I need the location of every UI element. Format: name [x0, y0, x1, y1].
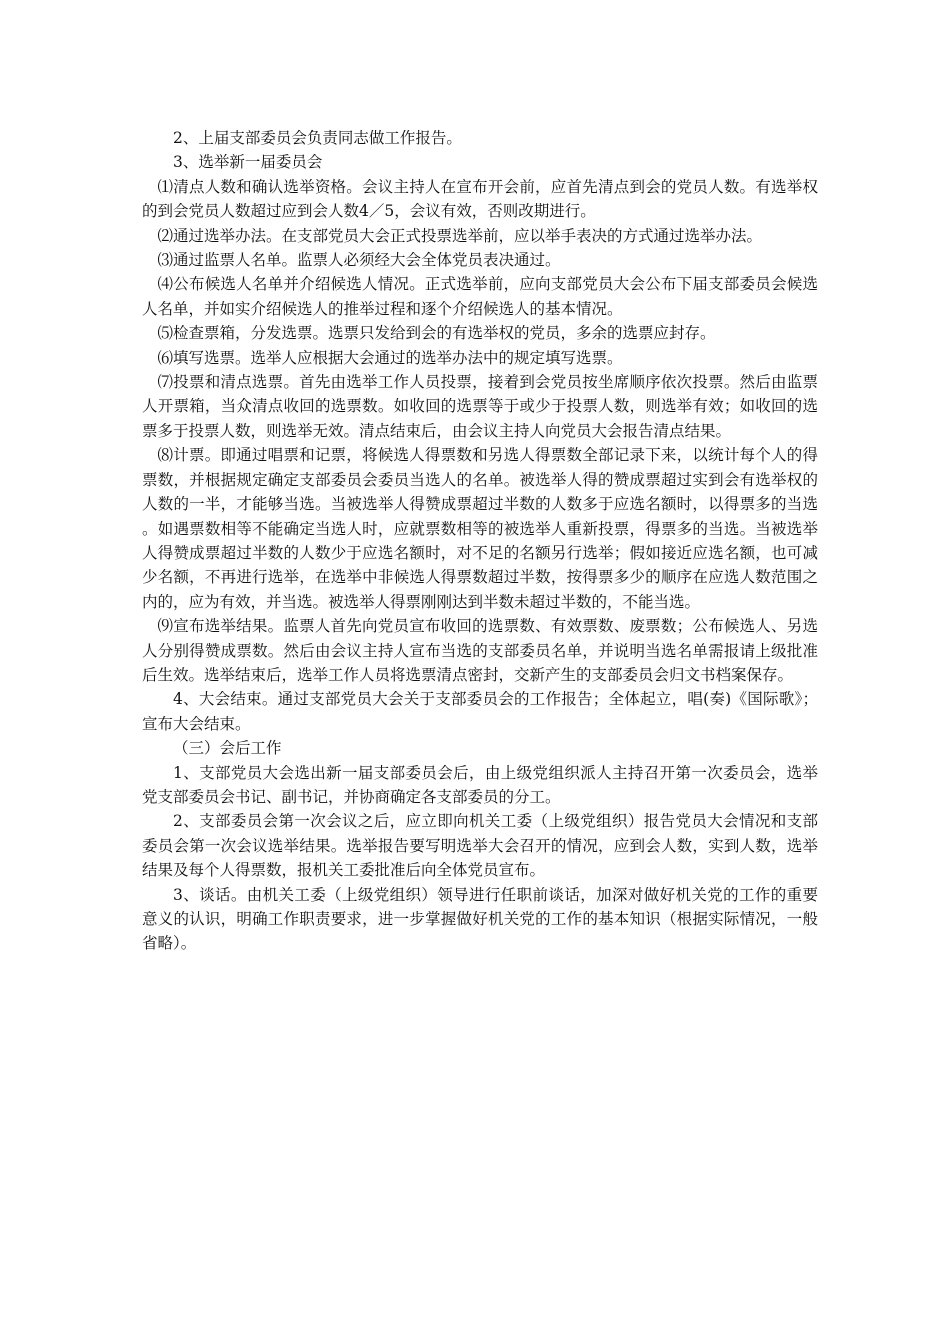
paragraph-election-heading: 3、选举新一届委员会: [173, 153, 323, 172]
paragraph-step-2-method: ⑵通过选举办法。在支部党员大会正式投票选举前，应以举手表决的方式通过选举办法。: [157, 226, 763, 245]
paragraph-step-3-scrutineers: ⑶通过监票人名单。监票人必须经大会全体党员表决通过。: [157, 251, 561, 270]
paragraph-work-report: 2、上届支部委员会负责同志做工作报告。: [173, 129, 462, 147]
paragraph-step-9-result: ⑼宣布选举结果。监票人首先向党员宣布收回的选票数、有效票数、废票数；公布候选人、另选人分别得赞成票数。然后由会议主持人宣布当选的支部委员名单，并说明当选名单需报请上级批准后生效。选举结束后，选举工作人员将选票清点密封，交新产生的支部委员会归文书档案保存。: [142, 617, 818, 684]
paragraph-step-5-ballots: ⑸检查票箱，分发选票。选票只发给到会的有选举权的党员，多余的选票应封存。: [157, 324, 716, 343]
paragraph-report-results: 2、支部委员会第一次会议之后，应立即向机关工委（上级党组织）报告党员大会情况和支部委员会第一次会议选举结果。选举报告要写明选举大会召开的情况，应到会人数，实到人数，选举结果及每个人得票数，报机关工委批准后向全体党员宣布。: [142, 812, 818, 880]
paragraph-step-8-tally: ⑻计票。即通过唱票和记票，将候选人得票数和另选人得票数全部记录下来，以统计每个人的得票数，并根据规定确定支部委员会委员当选人的名单。被选举人得的赞成票超过实到会有选举权的人数的一半，才能够当选。当被选举人得赞成票超过半数的人数多于应选名额时，以得票多的当选。如遇票数相等不能确定当选人时，应就票数相等的被选举人重新投票，得票多的当选。当被选举人得赞成票超过半数的人数少于应选名额时，对不足的名额另行选举；假如接近应选名额，也可减少名额，不再进行选举，在选举中非候选人得票数超过半数，按得票多少的顺序在应选人数范围之内的，应为有效，并当选。被选举人得票刚刚达到半数未超过半数的，不能当选。: [142, 446, 818, 611]
paragraph-step-7-vote: ⑺投票和清点选票。首先由选举工作人员投票，接着到会党员按坐席顺序依次投票。然后由监票人开票箱，当众清点收回的选票数。如收回的选票等于或少于投票人数，则选举有效；如收回的选票多于投票人数，则选举无效。清点结束后，由会议主持人向党员大会报告清点结果。: [142, 373, 818, 440]
paragraph-talk: 3、谈话。由机关工委（上级党组织）领导进行任职前谈话，加深对做好机关党的工作的重要意义的认识，明确工作职责要求，进一步掌握做好机关党的工作的基本知识（根据实际情况，一般省略）。: [142, 885, 818, 953]
paragraph-step-6-fill: ⑹填写选票。选举人应根据大会通过的选举办法中的规定填写选票。: [157, 348, 623, 367]
document-page: [142, 126, 818, 956]
paragraph-first-committee: 1、支部党员大会选出新一届支部委员会后，由上级党组织派人主持召开第一次委员会，选举党支部委员会书记、副书记，并协商确定各支部委员的分工。: [142, 763, 818, 806]
paragraph-meeting-end: 4、大会结束。通过支部党员大会关于支部委员会的工作报告；全体起立，唱(奏)《国际歌》；宣布大会结束。: [142, 690, 818, 733]
paragraph-step-4-candidates: ⑷公布候选人名单并介绍候选人情况。正式选举前，应向支部党员大会公布下届支部委员会候选人名单，并如实介绍候选人的推举过程和逐个介绍候选人的基本情况。: [142, 275, 818, 318]
paragraph-step-1-count: ⑴清点人数和确认选举资格。会议主持人在宣布开会前，应首先清点到会的党员人数。有选举权的到会党员人数超过应到会人数4／5，会议有效，否则改期进行。: [142, 177, 818, 221]
section-heading-after-meeting: （三）会后工作: [173, 739, 282, 758]
